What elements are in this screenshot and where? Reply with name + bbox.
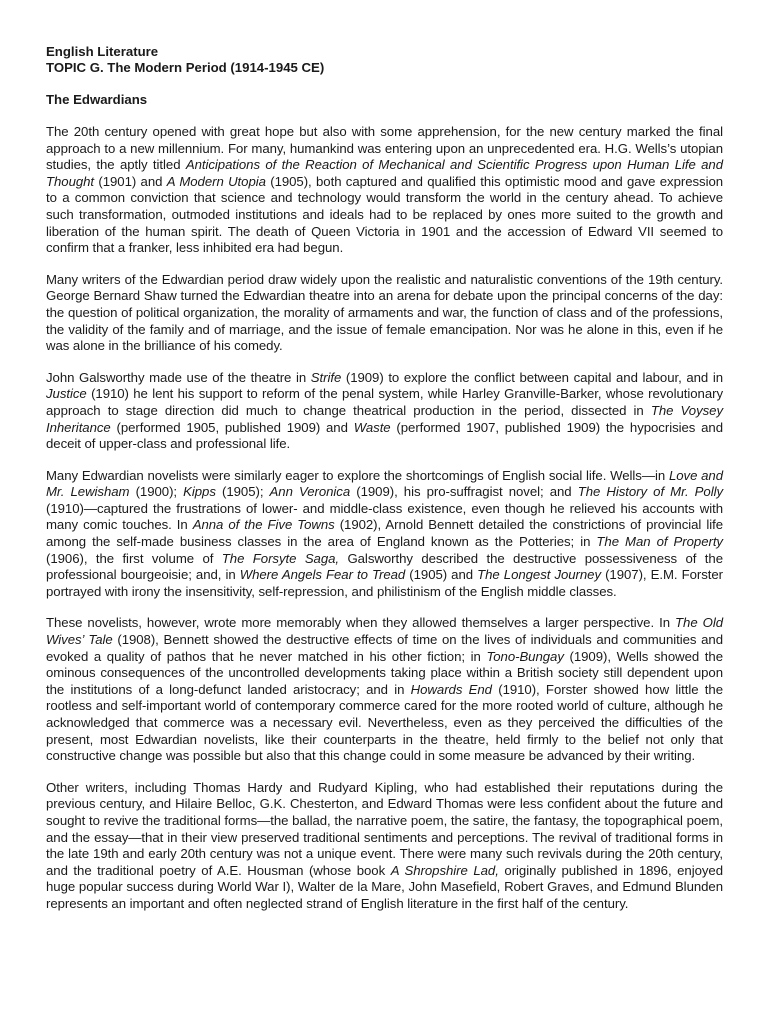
paragraph <box>46 124 723 257</box>
text-run: (1910)—captured the frustrations of lower- and middle-class existence, even though he relieved his accounts with many comic touches. In <box>46 500 723 533</box>
italic-title: Anticipations of the Reaction of Mechanical and Scientific Progress upon Human Life and Thought <box>46 157 723 189</box>
italic-title: Justice <box>46 386 87 402</box>
text-run: (1910) he lent his support to reform of the penal system, while Harley Granville-Barker, whose revolutionary approach to stage direction did much to change theatrical production in the period, dissected in <box>46 386 723 418</box>
text-run: These novelists, however, wrote more memorably when they allowed themselves a larger perspective. In <box>46 615 676 631</box>
text-run: Galsworthy described the destructive possessiveness of the professional bourgeoisie; and, in <box>46 550 723 583</box>
italic-title: Waste <box>353 419 391 435</box>
text-run: (1906), the first volume of <box>46 550 222 566</box>
text-run: (1908), Bennett showed the destructive effects of time on the lives of individuals and communities and evoked a quality of pathos that he never matched in his other fiction; in <box>46 632 723 664</box>
paragraph <box>46 468 723 601</box>
text-run: Many Edwardian novelists were similarly eager to explore the shortcomings of English social life. Wells—in <box>46 467 669 483</box>
text-run: (1909), Wells showed the ominous consequences of the uncontrolled developments taking place within a British society still dependent upon the institutions of a long-defunct landed aristocracy; and in <box>46 648 723 697</box>
italic-title: A Shropshire Lad, <box>390 862 499 878</box>
text-run: Other writers, including Thomas Hardy and Rudyard Kipling, who had established their reputations during the previous century, and Hilaire Belloc, G.K. Chesterton, and Edward Thomas were less confident about the future and sought to revive the traditional forms—the ballad, the narrative poem, the satire, the fantasy, the topographical poem, and the essay—that in their view preserved traditional sentiments and perceptions. The revival of traditional forms in the late 19th and early 20th century was not a unique event. There were many such revivals during the 20th century, and the traditional poetry of A.E. Housman (whose book <box>46 779 723 878</box>
paragraph <box>46 272 723 355</box>
italic-title: The Old Wives’ Tale <box>46 615 724 648</box>
italic-title: The Voysey Inheritance <box>46 402 723 435</box>
paragraph <box>46 780 723 913</box>
text-run: (1900); <box>129 484 184 500</box>
section-title: The Edwardians <box>46 92 148 107</box>
italic-title: The Forsyte Saga, <box>221 550 340 566</box>
italic-title: The Longest Journey <box>477 567 602 583</box>
italic-title: Love and Mr. Lewisham <box>46 467 723 500</box>
text-run: (1905); <box>215 484 270 500</box>
italic-title: Howards End <box>410 681 492 697</box>
italic-title: Tono-Bungay <box>486 648 564 664</box>
text-run: (1901) and <box>94 173 167 189</box>
italic-title: Anna of the Five Towns <box>192 517 335 533</box>
italic-title: Strife <box>310 369 342 385</box>
text-run: John Galsworthy made use of the theatre in <box>46 369 311 385</box>
italic-title: The Man of Property <box>596 534 723 550</box>
paragraph <box>46 370 723 453</box>
text-run: (1909) to explore the conflict between capital and labour, and in <box>341 369 723 385</box>
italic-title: The History of Mr. Polly <box>577 484 723 500</box>
italic-title: Kipps <box>183 484 216 500</box>
text-run: (1905), both captured and qualified this optimistic mood and gave expression to a common conviction that science and technology would transform the world in the century ahead. To achieve such transformation, outmoded institutions and ideals had to be replaced by ones more suited to the growth and liberation of the human spirit. The death of Queen Victoria in 1901 and the accession of Edward VII seemed to confirm that a franker, less inhibited era had begun. <box>46 173 724 256</box>
text-run: (performed 1905, published 1909) and <box>110 419 354 435</box>
text-run: (1910), Forster showed how little the rootless and self-important world of contemporary commerce cared for the more rooted world of culture, although he acknowledged that commerce was a necessary evil. Nevertheless, even as they perceived the difficulties of the present, most Edwardian novelists, like their counterparts in the theatre, held firmly to the belief not only that constructive change was possible but also that this change could in some measure be advanced by their writing. <box>46 681 723 764</box>
text-run: (1909), his pro-suffragist novel; and <box>350 484 578 500</box>
subject-heading: English Literature <box>46 44 159 59</box>
italic-title: Where Angels Fear to Tread <box>239 567 406 583</box>
text-run: Many writers of the Edwardian period draw widely upon the realistic and naturalistic conventions of the 19th century. George Bernard Shaw turned the Edwardian theatre into an arena for debate upon the principal concerns of the day: the question of political organization, the morality of armaments and war, the function of class and of the professions, the validity of the family and of marriage, and the issue of female emancipation. Nor was he alone in this, even if he was alone in the brilliance of his comedy. <box>46 271 723 354</box>
text-run: The 20th century opened with great hope but also with some apprehension, for the new century marked the final approach to a new millennium. For many, humankind was entering upon an unprecedented era. H.G. Wells’s utopian studies, the aptly titled <box>46 124 723 173</box>
italic-title: Ann Veronica <box>269 484 351 500</box>
italic-title: A Modern Utopia <box>166 173 266 189</box>
text-run: originally published in 1896, enjoyed huge popular success during World War I), Walter de la Mare, John Masefield, Robert Graves, and Edmund Blunden represents an important and often neglected strand of English literature in the first half of the century. <box>46 862 723 911</box>
text-run: (1907), E.M. Forster portrayed with irony the insensitivity, self-repression, and philistinism of the English middle classes. <box>46 567 724 599</box>
text-run: (1905) and <box>405 567 478 583</box>
topic-heading: TOPIC G. The Modern Period (1914-1945 CE) <box>46 60 325 75</box>
paragraph <box>46 615 723 764</box>
text-run: (performed 1907, published 1909) the hypocrisies and deceit of upper-class and professional life. <box>46 419 723 452</box>
text-run: (1902), Arnold Bennett detailed the constrictions of provincial life among the self-made business classes in the area of England known as the Potteries; in <box>46 517 723 550</box>
